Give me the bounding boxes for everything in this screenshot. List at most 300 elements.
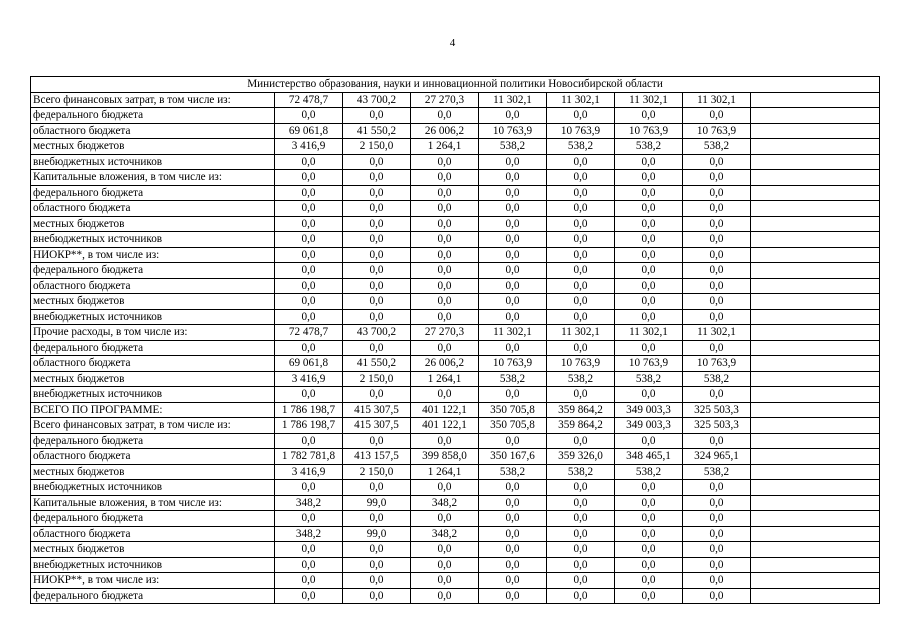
- table-row: [31, 247, 880, 263]
- value-cell: 0,0: [615, 232, 683, 248]
- value-cell: 0,0: [275, 232, 343, 248]
- value-cell: 0,0: [683, 170, 751, 186]
- row-label: областного бюджета: [31, 449, 275, 465]
- row-label: местных бюджетов: [31, 216, 275, 232]
- table-row: [31, 278, 880, 294]
- value-cell: 0,0: [275, 185, 343, 201]
- value-cell: 0,0: [411, 588, 479, 604]
- row-label: областного бюджета: [31, 201, 275, 217]
- value-cell: 0,0: [615, 542, 683, 558]
- value-cell: 0,0: [411, 108, 479, 124]
- value-cell: 348 465,1: [615, 449, 683, 465]
- value-cell: 0,0: [547, 542, 615, 558]
- table-row: [31, 526, 880, 542]
- value-cell: 359 326,0: [547, 449, 615, 465]
- value-cell: 0,0: [411, 185, 479, 201]
- value-cell: 0,0: [547, 263, 615, 279]
- table-row: [31, 294, 880, 310]
- value-cell: 0,0: [683, 247, 751, 263]
- value-cell: 0,0: [411, 201, 479, 217]
- value-cell: 0,0: [615, 263, 683, 279]
- empty-cell: [751, 294, 880, 310]
- empty-cell: [751, 433, 880, 449]
- value-cell: 0,0: [547, 108, 615, 124]
- value-cell: 538,2: [615, 139, 683, 155]
- value-cell: 0,0: [547, 247, 615, 263]
- value-cell: 0,0: [411, 387, 479, 403]
- value-cell: 43 700,2: [343, 92, 411, 108]
- value-cell: 0,0: [479, 309, 547, 325]
- value-cell: 0,0: [683, 480, 751, 496]
- empty-cell: [751, 154, 880, 170]
- value-cell: 0,0: [411, 278, 479, 294]
- value-cell: 69 061,8: [275, 123, 343, 139]
- table-row: [31, 511, 880, 527]
- value-cell: 0,0: [547, 340, 615, 356]
- value-cell: 0,0: [615, 294, 683, 310]
- value-cell: 0,0: [615, 526, 683, 542]
- value-cell: 26 006,2: [411, 356, 479, 372]
- value-cell: 0,0: [411, 557, 479, 573]
- value-cell: 0,0: [275, 573, 343, 589]
- value-cell: 0,0: [343, 154, 411, 170]
- empty-cell: [751, 263, 880, 279]
- value-cell: 538,2: [479, 464, 547, 480]
- value-cell: 0,0: [479, 387, 547, 403]
- value-cell: 0,0: [547, 201, 615, 217]
- table-row: [31, 325, 880, 341]
- value-cell: 538,2: [683, 464, 751, 480]
- empty-cell: [751, 309, 880, 325]
- value-cell: 0,0: [683, 185, 751, 201]
- empty-cell: [751, 480, 880, 496]
- value-cell: 0,0: [411, 154, 479, 170]
- table-row: [31, 371, 880, 387]
- value-cell: 359 864,2: [547, 402, 615, 418]
- value-cell: 350 705,8: [479, 418, 547, 434]
- value-cell: 72 478,7: [275, 92, 343, 108]
- value-cell: 0,0: [275, 387, 343, 403]
- value-cell: 1 264,1: [411, 464, 479, 480]
- value-cell: 0,0: [275, 480, 343, 496]
- value-cell: 0,0: [411, 232, 479, 248]
- value-cell: 0,0: [615, 588, 683, 604]
- empty-cell: [751, 557, 880, 573]
- value-cell: 538,2: [479, 371, 547, 387]
- value-cell: 0,0: [275, 201, 343, 217]
- table-row: [31, 588, 880, 604]
- table-row: [31, 387, 880, 403]
- table-row: [31, 154, 880, 170]
- value-cell: 0,0: [479, 263, 547, 279]
- value-cell: 27 270,3: [411, 325, 479, 341]
- value-cell: 0,0: [615, 557, 683, 573]
- value-cell: 0,0: [615, 511, 683, 527]
- value-cell: 348,2: [411, 526, 479, 542]
- row-label: НИОКР**, в том числе из:: [31, 573, 275, 589]
- row-label: внебюджетных источников: [31, 387, 275, 403]
- empty-cell: [751, 464, 880, 480]
- value-cell: 0,0: [411, 294, 479, 310]
- table-row: [31, 232, 880, 248]
- value-cell: 11 302,1: [547, 92, 615, 108]
- value-cell: 0,0: [275, 263, 343, 279]
- value-cell: 0,0: [343, 557, 411, 573]
- value-cell: 325 503,3: [683, 418, 751, 434]
- value-cell: 41 550,2: [343, 356, 411, 372]
- value-cell: 0,0: [479, 588, 547, 604]
- value-cell: 538,2: [683, 139, 751, 155]
- value-cell: 0,0: [275, 278, 343, 294]
- table-row: [31, 495, 880, 511]
- value-cell: 0,0: [343, 278, 411, 294]
- value-cell: 27 270,3: [411, 92, 479, 108]
- value-cell: 0,0: [343, 511, 411, 527]
- value-cell: 0,0: [275, 557, 343, 573]
- empty-cell: [751, 92, 880, 108]
- value-cell: 0,0: [275, 340, 343, 356]
- table-row: [31, 480, 880, 496]
- value-cell: 0,0: [479, 108, 547, 124]
- value-cell: 0,0: [683, 216, 751, 232]
- value-cell: 538,2: [683, 371, 751, 387]
- value-cell: 0,0: [411, 309, 479, 325]
- value-cell: 0,0: [683, 309, 751, 325]
- value-cell: 0,0: [479, 294, 547, 310]
- value-cell: 415 307,5: [343, 402, 411, 418]
- table-header-row: [31, 77, 880, 93]
- row-label: федерального бюджета: [31, 185, 275, 201]
- table-row: [31, 356, 880, 372]
- value-cell: 0,0: [683, 387, 751, 403]
- value-cell: 0,0: [615, 309, 683, 325]
- value-cell: 350 705,8: [479, 402, 547, 418]
- value-cell: 0,0: [479, 557, 547, 573]
- empty-cell: [751, 247, 880, 263]
- value-cell: 401 122,1: [411, 402, 479, 418]
- row-label: федерального бюджета: [31, 340, 275, 356]
- value-cell: 0,0: [479, 170, 547, 186]
- value-cell: 538,2: [615, 371, 683, 387]
- value-cell: 0,0: [547, 387, 615, 403]
- row-label: областного бюджета: [31, 526, 275, 542]
- page-number: 4: [449, 37, 456, 49]
- table-row: [31, 92, 880, 108]
- value-cell: 0,0: [411, 170, 479, 186]
- value-cell: 0,0: [479, 542, 547, 558]
- value-cell: 0,0: [275, 247, 343, 263]
- row-label: внебюджетных источников: [31, 154, 275, 170]
- value-cell: 349 003,3: [615, 402, 683, 418]
- value-cell: 0,0: [683, 573, 751, 589]
- value-cell: 359 864,2: [547, 418, 615, 434]
- value-cell: 0,0: [479, 340, 547, 356]
- value-cell: 0,0: [479, 232, 547, 248]
- value-cell: 413 157,5: [343, 449, 411, 465]
- value-cell: 0,0: [547, 216, 615, 232]
- empty-cell: [751, 387, 880, 403]
- row-label: федерального бюджета: [31, 108, 275, 124]
- table-row: [31, 139, 880, 155]
- value-cell: 0,0: [683, 495, 751, 511]
- table-row: [31, 402, 880, 418]
- value-cell: 0,0: [275, 433, 343, 449]
- empty-cell: [751, 573, 880, 589]
- value-cell: 0,0: [547, 588, 615, 604]
- table-row: [31, 464, 880, 480]
- value-cell: 0,0: [275, 588, 343, 604]
- value-cell: 0,0: [547, 278, 615, 294]
- row-label: Прочие расходы, в том числе из:: [31, 325, 275, 341]
- value-cell: 0,0: [343, 185, 411, 201]
- row-label: Всего финансовых затрат, в том числе из:: [31, 92, 275, 108]
- value-cell: 10 763,9: [683, 123, 751, 139]
- value-cell: 0,0: [479, 495, 547, 511]
- value-cell: 10 763,9: [547, 123, 615, 139]
- value-cell: 11 302,1: [479, 92, 547, 108]
- value-cell: 0,0: [411, 247, 479, 263]
- value-cell: 0,0: [411, 263, 479, 279]
- row-label: федерального бюджета: [31, 511, 275, 527]
- empty-cell: [751, 201, 880, 217]
- value-cell: 0,0: [683, 108, 751, 124]
- value-cell: 0,0: [479, 278, 547, 294]
- table-row: [31, 449, 880, 465]
- value-cell: 0,0: [275, 511, 343, 527]
- table-row: [31, 123, 880, 139]
- value-cell: 0,0: [411, 480, 479, 496]
- table-row: [31, 201, 880, 217]
- empty-cell: [751, 278, 880, 294]
- value-cell: 10 763,9: [683, 356, 751, 372]
- value-cell: 0,0: [615, 495, 683, 511]
- value-cell: 0,0: [343, 573, 411, 589]
- row-label: НИОКР**, в том числе из:: [31, 247, 275, 263]
- value-cell: 1 786 198,7: [275, 402, 343, 418]
- row-label: федерального бюджета: [31, 263, 275, 279]
- table-row: [31, 309, 880, 325]
- value-cell: 0,0: [547, 557, 615, 573]
- table-row: [31, 433, 880, 449]
- value-cell: 41 550,2: [343, 123, 411, 139]
- value-cell: 11 302,1: [615, 325, 683, 341]
- table-row: [31, 418, 880, 434]
- value-cell: 0,0: [683, 340, 751, 356]
- value-cell: 1 264,1: [411, 371, 479, 387]
- value-cell: 0,0: [547, 170, 615, 186]
- value-cell: 0,0: [683, 294, 751, 310]
- value-cell: 3 416,9: [275, 139, 343, 155]
- value-cell: 0,0: [479, 526, 547, 542]
- row-label: местных бюджетов: [31, 464, 275, 480]
- value-cell: 0,0: [683, 588, 751, 604]
- value-cell: 0,0: [683, 511, 751, 527]
- value-cell: 0,0: [343, 247, 411, 263]
- value-cell: 0,0: [275, 154, 343, 170]
- value-cell: 10 763,9: [615, 356, 683, 372]
- value-cell: 10 763,9: [547, 356, 615, 372]
- value-cell: 0,0: [683, 232, 751, 248]
- value-cell: 0,0: [343, 480, 411, 496]
- row-label: местных бюджетов: [31, 371, 275, 387]
- empty-cell: [751, 170, 880, 186]
- value-cell: 348,2: [275, 526, 343, 542]
- value-cell: 2 150,0: [343, 464, 411, 480]
- value-cell: 0,0: [615, 108, 683, 124]
- value-cell: 1 782 781,8: [275, 449, 343, 465]
- value-cell: 0,0: [343, 263, 411, 279]
- value-cell: 0,0: [683, 201, 751, 217]
- row-label: внебюджетных источников: [31, 480, 275, 496]
- value-cell: 0,0: [615, 201, 683, 217]
- value-cell: 0,0: [411, 511, 479, 527]
- value-cell: 0,0: [547, 433, 615, 449]
- row-label: местных бюджетов: [31, 542, 275, 558]
- value-cell: 10 763,9: [479, 123, 547, 139]
- value-cell: 0,0: [547, 480, 615, 496]
- value-cell: 538,2: [547, 139, 615, 155]
- value-cell: 0,0: [615, 387, 683, 403]
- value-cell: 1 264,1: [411, 139, 479, 155]
- value-cell: 415 307,5: [343, 418, 411, 434]
- value-cell: 0,0: [343, 542, 411, 558]
- empty-cell: [751, 542, 880, 558]
- row-label: внебюджетных источников: [31, 309, 275, 325]
- value-cell: 0,0: [343, 170, 411, 186]
- value-cell: 0,0: [479, 480, 547, 496]
- value-cell: 0,0: [343, 201, 411, 217]
- row-label: Капитальные вложения, в том числе из:: [31, 170, 275, 186]
- value-cell: 10 763,9: [615, 123, 683, 139]
- table-row: [31, 542, 880, 558]
- value-cell: 325 503,3: [683, 402, 751, 418]
- value-cell: 0,0: [343, 340, 411, 356]
- value-cell: 2 150,0: [343, 371, 411, 387]
- value-cell: 0,0: [615, 480, 683, 496]
- value-cell: 0,0: [615, 340, 683, 356]
- value-cell: 0,0: [479, 511, 547, 527]
- value-cell: 0,0: [683, 542, 751, 558]
- value-cell: 0,0: [615, 170, 683, 186]
- value-cell: 0,0: [343, 294, 411, 310]
- row-label: ВСЕГО ПО ПРОГРАММЕ:: [31, 402, 275, 418]
- value-cell: 11 302,1: [683, 92, 751, 108]
- value-cell: 0,0: [343, 387, 411, 403]
- value-cell: 10 763,9: [479, 356, 547, 372]
- table-row: [31, 557, 880, 573]
- row-label: местных бюджетов: [31, 139, 275, 155]
- value-cell: 0,0: [479, 247, 547, 263]
- value-cell: 0,0: [683, 526, 751, 542]
- value-cell: 0,0: [547, 309, 615, 325]
- row-label: федерального бюджета: [31, 433, 275, 449]
- value-cell: 401 122,1: [411, 418, 479, 434]
- value-cell: 0,0: [275, 294, 343, 310]
- row-label: областного бюджета: [31, 278, 275, 294]
- row-label: областного бюджета: [31, 356, 275, 372]
- value-cell: 0,0: [343, 232, 411, 248]
- value-cell: 0,0: [683, 557, 751, 573]
- table-row: [31, 185, 880, 201]
- row-label: внебюджетных источников: [31, 232, 275, 248]
- value-cell: 0,0: [547, 185, 615, 201]
- value-cell: 11 302,1: [479, 325, 547, 341]
- value-cell: 0,0: [275, 170, 343, 186]
- empty-cell: [751, 371, 880, 387]
- value-cell: 0,0: [411, 340, 479, 356]
- value-cell: 0,0: [615, 573, 683, 589]
- empty-cell: [751, 588, 880, 604]
- value-cell: 0,0: [479, 573, 547, 589]
- empty-cell: [751, 449, 880, 465]
- empty-cell: [751, 356, 880, 372]
- value-cell: 349 003,3: [615, 418, 683, 434]
- value-cell: 0,0: [547, 294, 615, 310]
- value-cell: 0,0: [275, 542, 343, 558]
- value-cell: 0,0: [547, 232, 615, 248]
- budget-table: [30, 76, 880, 604]
- value-cell: 0,0: [479, 216, 547, 232]
- value-cell: 538,2: [479, 139, 547, 155]
- value-cell: 72 478,7: [275, 325, 343, 341]
- empty-cell: [751, 325, 880, 341]
- table-row: [31, 170, 880, 186]
- value-cell: 0,0: [343, 216, 411, 232]
- value-cell: 0,0: [615, 433, 683, 449]
- value-cell: 0,0: [615, 247, 683, 263]
- value-cell: 0,0: [547, 526, 615, 542]
- row-label: областного бюджета: [31, 123, 275, 139]
- value-cell: 11 302,1: [615, 92, 683, 108]
- value-cell: 0,0: [615, 154, 683, 170]
- empty-cell: [751, 139, 880, 155]
- empty-cell: [751, 418, 880, 434]
- value-cell: 0,0: [479, 201, 547, 217]
- value-cell: 348,2: [411, 495, 479, 511]
- value-cell: 3 416,9: [275, 371, 343, 387]
- row-label: федерального бюджета: [31, 588, 275, 604]
- row-label: Всего финансовых затрат, в том числе из:: [31, 418, 275, 434]
- value-cell: 348,2: [275, 495, 343, 511]
- value-cell: 0,0: [411, 433, 479, 449]
- value-cell: 11 302,1: [683, 325, 751, 341]
- row-label: внебюджетных источников: [31, 557, 275, 573]
- table-row: [31, 263, 880, 279]
- value-cell: 324 965,1: [683, 449, 751, 465]
- value-cell: 99,0: [343, 526, 411, 542]
- value-cell: 0,0: [615, 185, 683, 201]
- empty-cell: [751, 526, 880, 542]
- value-cell: 69 061,8: [275, 356, 343, 372]
- value-cell: 0,0: [275, 309, 343, 325]
- value-cell: 0,0: [411, 216, 479, 232]
- row-label: местных бюджетов: [31, 294, 275, 310]
- value-cell: 11 302,1: [547, 325, 615, 341]
- value-cell: 350 167,6: [479, 449, 547, 465]
- empty-cell: [751, 232, 880, 248]
- value-cell: 3 416,9: [275, 464, 343, 480]
- value-cell: 538,2: [547, 464, 615, 480]
- value-cell: 0,0: [343, 433, 411, 449]
- value-cell: 2 150,0: [343, 139, 411, 155]
- value-cell: 0,0: [683, 278, 751, 294]
- empty-cell: [751, 216, 880, 232]
- value-cell: 0,0: [683, 154, 751, 170]
- row-label: Капитальные вложения, в том числе из:: [31, 495, 275, 511]
- value-cell: 0,0: [547, 495, 615, 511]
- value-cell: 0,0: [411, 573, 479, 589]
- value-cell: 0,0: [343, 108, 411, 124]
